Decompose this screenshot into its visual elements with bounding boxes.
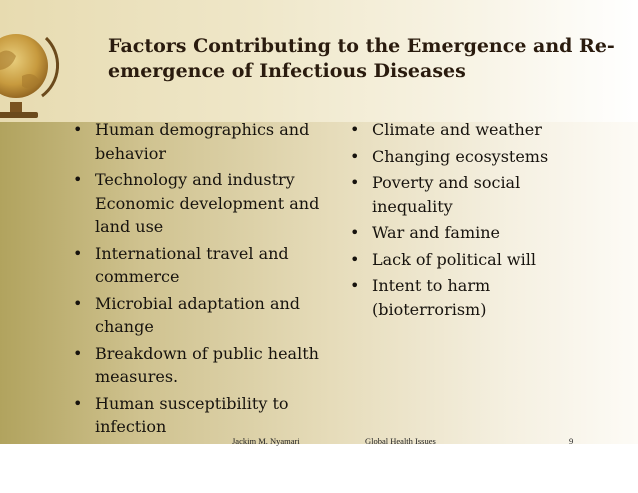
bullet-text: Intent to harm (bioterrorism) [372, 276, 491, 319]
bullet-text: War and famine [372, 223, 501, 242]
page-number: 9 [569, 436, 574, 446]
bullet-text: Lack of political will [372, 249, 536, 269]
list-item [73, 392, 338, 439]
bullet-icon: • [350, 249, 360, 269]
list-item [73, 292, 338, 339]
list-item [350, 221, 582, 245]
bullet-text: Microbial adaptation and change [95, 293, 301, 336]
slide-title: Factors Contributing to the Emergence and Re-emergence of Infectious Diseases [108, 35, 615, 82]
bullet-text: International travel and commerce [95, 243, 289, 286]
list-item [350, 145, 582, 169]
bullet-text: Climate and weather [372, 120, 542, 139]
bullet-icon: • [350, 173, 360, 192]
list-item [350, 171, 582, 218]
bullet-icon: • [73, 170, 83, 189]
footer-course: Global Health Issues [365, 436, 436, 446]
bullet-text: Poverty and social inequality [372, 173, 521, 216]
list-item [350, 274, 582, 321]
bullet-text: Human susceptibility to infection [95, 393, 289, 436]
list-item [73, 168, 338, 239]
bullet-icon: • [350, 276, 360, 295]
bullet-icon: • [350, 223, 360, 242]
bullet-text: Human demographics and behavior [95, 120, 310, 163]
list-item [350, 248, 582, 272]
bullet-text: Technology and industry Economic development and land use [95, 170, 320, 236]
bullet-text: Changing ecosystems [372, 146, 549, 166]
bullet-icon: • [350, 120, 360, 139]
footer-author: Jackim M. Nyamari [232, 436, 300, 446]
bullet-text: Breakdown of public health measures. [95, 343, 319, 386]
left-bullet-list [73, 118, 338, 442]
bullet-icon: • [73, 343, 83, 363]
bullet-icon: • [73, 293, 83, 313]
bullet-icon: • [73, 120, 83, 139]
right-bullet-list [350, 118, 582, 324]
list-item [73, 242, 338, 289]
bullet-icon: • [73, 243, 83, 263]
list-item [73, 118, 338, 165]
bullet-icon: • [73, 393, 83, 413]
globe-icon [0, 26, 60, 124]
list-item [350, 118, 582, 142]
bullet-icon: • [350, 146, 360, 166]
list-item [73, 342, 338, 389]
